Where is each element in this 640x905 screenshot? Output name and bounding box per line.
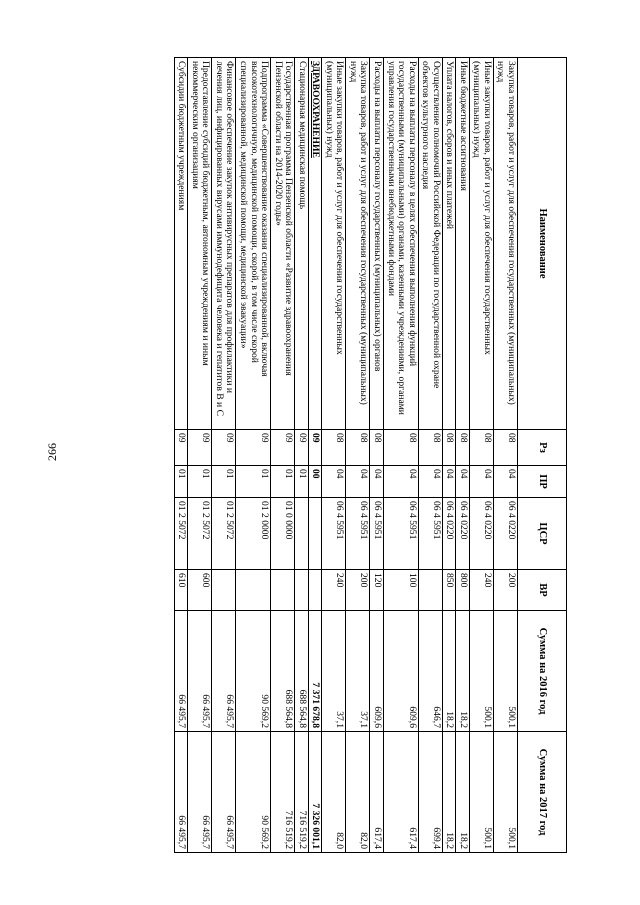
cell-rz: 09 (188, 430, 212, 466)
cell-rz: 09 (236, 430, 271, 466)
cell-csr: 06 4 0220 (442, 498, 456, 570)
cell-pr: 04 (469, 466, 493, 498)
cell-rz: 09 (271, 430, 295, 466)
cell-pr: 04 (322, 466, 346, 498)
cell-csr: 06 4 0220 (469, 498, 493, 570)
cell-sum2016: 90 569,2 (236, 611, 271, 732)
cell-sum2017: 18,2 (456, 732, 470, 853)
table-row (456, 58, 470, 853)
cell-sum2016: 688 564,8 (295, 611, 309, 732)
cell-pr: 01 (236, 466, 271, 498)
cell-vr: 240 (469, 570, 493, 611)
cell-vr: 610 (174, 570, 188, 611)
cell-vr: 200 (493, 570, 517, 611)
cell-pr: 00 (308, 466, 322, 498)
cell-sum2016: 37,1 (322, 611, 346, 732)
cell-rz: 09 (174, 430, 188, 466)
table-row (174, 58, 188, 853)
cell-name: ЗДРАВООХРАНЕНИЕ (308, 58, 322, 430)
cell-sum2017: 18,2 (442, 732, 456, 853)
cell-csr (295, 498, 309, 570)
cell-pr: 04 (383, 466, 418, 498)
cell-sum2016: 18,2 (456, 611, 470, 732)
cell-rz: 08 (469, 430, 493, 466)
cell-sum2016: 609,6 (370, 611, 384, 732)
cell-vr (212, 570, 236, 611)
cell-vr: 200 (346, 570, 370, 611)
table-row (322, 58, 346, 853)
cell-rz: 08 (456, 430, 470, 466)
header-csr: ЦСР (518, 498, 567, 570)
cell-csr: 01 0 0000 (271, 498, 295, 570)
cell-name: Подпрограмма «Совершенствование оказания специализированной, включая высокотехнологичную, медицинской помощи, скорой, в том числе скорой специализированной, медицинской помощи, медицинской эвакуации» (236, 58, 271, 430)
cell-csr: 06 4 5951 (370, 498, 384, 570)
table-row (469, 58, 493, 853)
table-row (271, 58, 295, 853)
cell-pr: 01 (271, 466, 295, 498)
cell-pr: 04 (442, 466, 456, 498)
cell-name: Закупка товаров, работ и услуг для обеспечения государственных (муниципальных) нужд (493, 58, 517, 430)
cell-rz: 09 (212, 430, 236, 466)
table-row (370, 58, 384, 853)
cell-pr: 04 (493, 466, 517, 498)
cell-sum2017: 500,1 (493, 732, 517, 853)
cell-csr: 06 4 5951 (322, 498, 346, 570)
table-row (346, 58, 370, 853)
cell-rz: 08 (442, 430, 456, 466)
cell-sum2016: 66 495,7 (174, 611, 188, 732)
cell-sum2016: 18,2 (442, 611, 456, 732)
cell-vr: 850 (442, 570, 456, 611)
cell-name: Расходы на выплаты персоналу государственных (муниципальных) органов (370, 58, 384, 430)
cell-csr: 06 4 5951 (383, 498, 418, 570)
header-sum-2017: Сумма на 2017 год (518, 732, 567, 853)
cell-rz: 08 (322, 430, 346, 466)
cell-sum2017: 617,4 (370, 732, 384, 853)
cell-vr: 240 (322, 570, 346, 611)
cell-csr: 01 2 0000 (236, 498, 271, 570)
cell-pr: 01 (295, 466, 309, 498)
cell-sum2017: 66 495,7 (212, 732, 236, 853)
cell-name: Уплата налогов, сборов и иных платежей (442, 58, 456, 430)
cell-rz: 09 (308, 430, 322, 466)
table-row (418, 58, 442, 853)
cell-pr: 01 (174, 466, 188, 498)
cell-pr: 04 (456, 466, 470, 498)
table-row (383, 58, 418, 853)
cell-sum2017: 617,4 (383, 732, 418, 853)
cell-sum2017: 716 519,2 (271, 732, 295, 853)
cell-name: Иные бюджетные ассигнования (456, 58, 470, 430)
cell-csr: 01 2 5072 (174, 498, 188, 570)
cell-sum2016: 688 564,8 (271, 611, 295, 732)
cell-name: Иные закупки товаров, работ и услуг для обеспечения государственных (муниципальных) нужд (322, 58, 346, 430)
cell-name: Закупка товаров, работ и услуг для обеспечения государственных (муниципальных) нужд (346, 58, 370, 430)
cell-sum2016: 37,1 (346, 611, 370, 732)
cell-vr: 800 (456, 570, 470, 611)
header-row (518, 58, 567, 853)
cell-csr: 06 4 0220 (456, 498, 470, 570)
cell-rz: 08 (370, 430, 384, 466)
cell-name: Финансовое обеспечение закупок антивирусных препаратов для профилактики и лечения лиц, инфицированных вирусами иммунодефицита человека и гепатитов В и С (212, 58, 236, 430)
cell-sum2016: 7 371 678,8 (308, 611, 322, 732)
header-vr: ВР (518, 570, 567, 611)
cell-rz: 08 (493, 430, 517, 466)
cell-sum2017: 66 495,7 (188, 732, 212, 853)
cell-name: Стационарная медицинская помощь (295, 58, 309, 430)
cell-name: Государственная программа Пензенской области «Развитие здравоохранения Пензенской области на 2014-2020 годы» (271, 58, 295, 430)
header-sum-2016: Сумма на 2016 год (518, 611, 567, 732)
cell-pr: 01 (188, 466, 212, 498)
header-pr: ПР (518, 466, 567, 498)
table-row (188, 58, 212, 853)
cell-vr (418, 570, 442, 611)
cell-vr (236, 570, 271, 611)
cell-vr: 120 (370, 570, 384, 611)
header-rz: Рз (518, 430, 567, 466)
cell-csr: 06 4 5951 (418, 498, 442, 570)
cell-name: Субсидии бюджетным учреждениям (174, 58, 188, 430)
cell-sum2017: 716 519,2 (295, 732, 309, 853)
cell-sum2016: 500,1 (469, 611, 493, 732)
header-name: Наименование (518, 58, 567, 430)
rotated-table-container (104, 57, 567, 852)
cell-csr: 06 4 5951 (346, 498, 370, 570)
cell-sum2017: 699,4 (418, 732, 442, 853)
cell-csr: 06 4 0220 (493, 498, 517, 570)
cell-pr: 04 (346, 466, 370, 498)
cell-csr: 01 2 5072 (212, 498, 236, 570)
cell-rz: 08 (418, 430, 442, 466)
cell-vr (271, 570, 295, 611)
cell-vr (295, 570, 309, 611)
cell-sum2017: 500,1 (469, 732, 493, 853)
cell-sum2017: 90 569,2 (236, 732, 271, 853)
cell-sum2016: 500,1 (493, 611, 517, 732)
cell-rz: 08 (383, 430, 418, 466)
cell-sum2017: 82,0 (346, 732, 370, 853)
table-header (518, 58, 567, 853)
cell-pr: 04 (370, 466, 384, 498)
cell-csr (308, 498, 322, 570)
table-row (212, 58, 236, 853)
table-row (236, 58, 271, 853)
cell-name: Расходы на выплаты персоналу в целях обеспечения выполнения функций государственными (муниципальными) органами, казенными учреждениями, органами управления государственными внебюджетными фондами (383, 58, 418, 430)
cell-name: Предоставление субсидий бюджетным, автономным учреждениям и иным некоммерческим организациям (188, 58, 212, 430)
cell-vr (308, 570, 322, 611)
table-row (295, 58, 309, 853)
cell-vr: 100 (383, 570, 418, 611)
table-row (308, 58, 322, 853)
cell-pr: 04 (418, 466, 442, 498)
cell-name: Иные закупки товаров, работ и услуг для обеспечения государственных (муниципальных) нужд (469, 58, 493, 430)
cell-csr: 01 2 5072 (188, 498, 212, 570)
cell-rz: 09 (295, 430, 309, 466)
cell-rz: 08 (346, 430, 370, 466)
cell-sum2016: 66 495,7 (212, 611, 236, 732)
cell-sum2017: 7 326 001,1 (308, 732, 322, 853)
cell-sum2016: 646,7 (418, 611, 442, 732)
budget-table (174, 57, 567, 853)
cell-sum2016: 609,6 (383, 611, 418, 732)
page-number: 266 (45, 443, 59, 461)
table-body (174, 58, 517, 853)
cell-name: Осуществление полномочий Российской Федерации по государственной охране объектов культурного наследия (418, 58, 442, 430)
cell-pr: 01 (212, 466, 236, 498)
cell-sum2016: 66 495,7 (188, 611, 212, 732)
table-row (493, 58, 517, 853)
cell-vr: 600 (188, 570, 212, 611)
table-row (442, 58, 456, 853)
cell-sum2017: 82,0 (322, 732, 346, 853)
cell-sum2017: 66 495,7 (174, 732, 188, 853)
